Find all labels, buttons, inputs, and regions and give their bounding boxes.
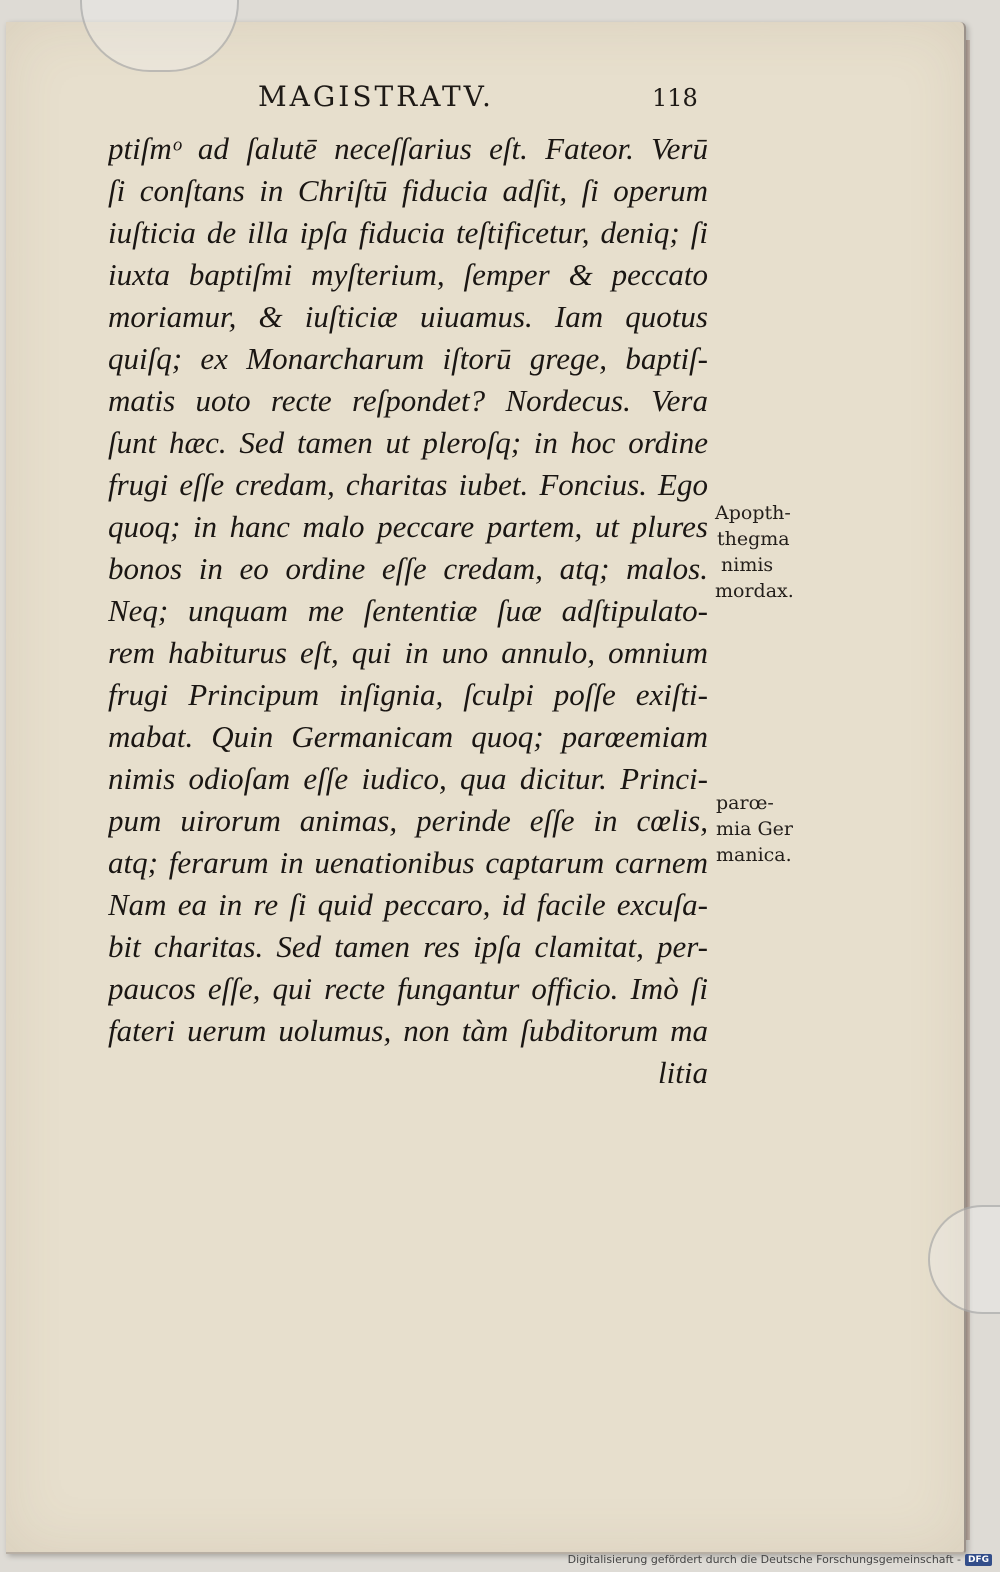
text-line: ſunt hæc. Sed tamen ut pleroſq; in hoc ordine: [108, 425, 708, 460]
text-line: atq; ferarum in uenationibus captarum carnem: [108, 845, 708, 880]
marginal-line: mia Ger: [716, 818, 793, 840]
text-line: matis uoto recte reſpondet? Nordecus. Vera: [108, 383, 708, 418]
text-line: rem habiturus eſt, qui in uno annulo, omnium: [108, 635, 708, 670]
marginal-line: thegma: [717, 528, 790, 550]
digitization-credit: [568, 1553, 992, 1566]
page-number: 118: [652, 84, 698, 112]
marginal-line: parœ-: [716, 792, 774, 814]
text-line: iuſticia de illa ipſa fiducia teſtificetur, deniq; ſi: [108, 215, 708, 250]
dfg-logo: DFG: [965, 1554, 992, 1566]
text-line: fateri uerum uolumus, non tàm ſubditorum ma: [108, 1013, 708, 1048]
text-line: quoq; in hanc malo peccare partem, ut plures: [108, 509, 708, 544]
text-line: quiſq; ex Monarcharum iſtorū grege, baptiſ-: [108, 341, 708, 376]
text-line: Neq; unquam me ſententiæ ſuæ adſtipulato-: [108, 593, 708, 628]
catchword: litia: [658, 1055, 708, 1090]
marginal-line: Apopth-: [715, 502, 791, 524]
text-line: ptiſmᵒ ad ſalutē neceſſarius eſt. Fateor. Verū: [108, 131, 708, 166]
text-line: iuxta baptiſmi myſterium, ſemper & peccato: [108, 257, 708, 292]
marginal-line: nimis: [721, 554, 774, 576]
marginal-note-apophthegma: [715, 500, 794, 604]
text-line: bonos in eo ordine eſſe credam, atq; malos.: [108, 551, 708, 586]
text-line: nimis odioſam eſſe iudico, qua dicitur. Princi-: [108, 761, 708, 796]
main-text-block: [108, 128, 708, 1094]
marginal-line: manica.: [716, 844, 792, 866]
credit-text: Digitalisierung gefördert durch die Deutsche Forschungsgemeinschaft -: [567, 1553, 961, 1566]
text-line: bit charitas. Sed tamen res ipſa clamitat, per-: [108, 929, 708, 964]
text-line: frugi Principum inſignia, ſculpi poſſe exiſti-: [108, 677, 708, 712]
marginal-line: mordax.: [715, 580, 794, 602]
text-line: pum uirorum animas, perinde eſſe in cœlis,: [108, 803, 708, 838]
text-line: mabat. Quin Germanicam quoq; parœemiam: [108, 719, 708, 754]
running-head: MAGISTRATV.: [258, 80, 494, 113]
text-line: moriamur, & iuſticiæ uiuamus. Iam quotus: [108, 299, 708, 334]
text-line: ſi conſtans in Chriſtū fiducia adſit, ſi operum: [108, 173, 708, 208]
text-line: frugi eſſe credam, charitas iubet. Foncius. Ego: [108, 467, 708, 502]
marginal-note-paroemia: [716, 790, 793, 868]
text-line: Nam ea in re ſi quid peccaro, id facile excuſa-: [108, 887, 708, 922]
text-line: paucos eſſe, qui recte fungantur officio. Imò ſi: [108, 971, 708, 1006]
